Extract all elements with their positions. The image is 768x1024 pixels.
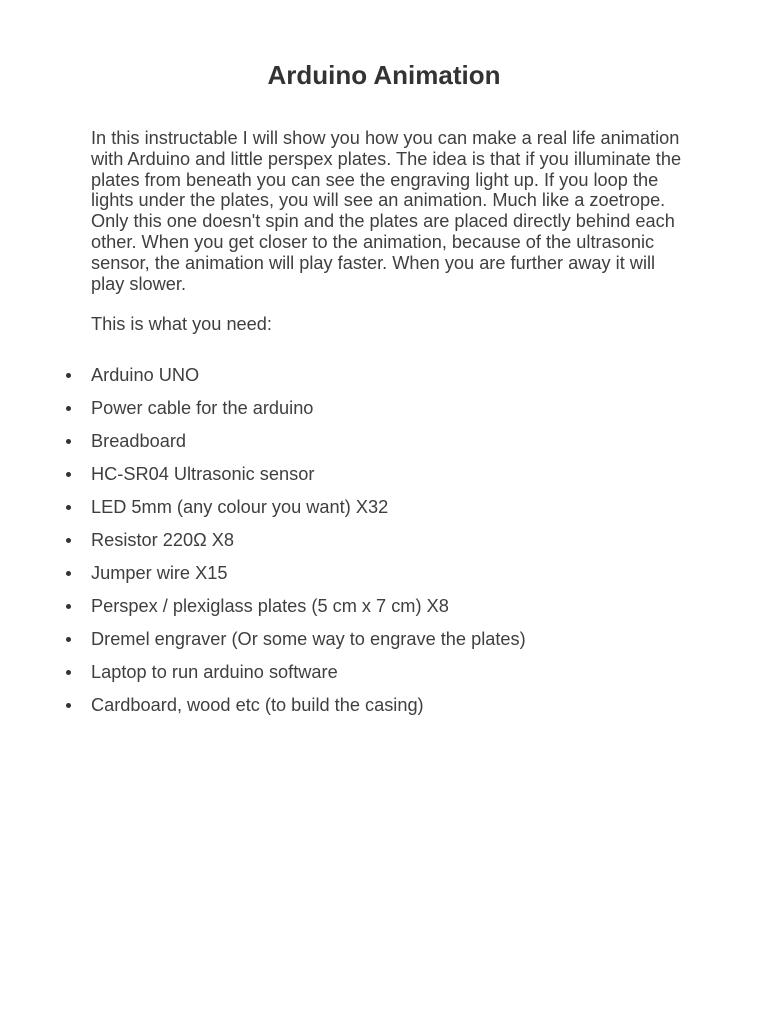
list-item-label: Arduino UNO bbox=[91, 365, 200, 385]
bullet-icon bbox=[66, 703, 71, 708]
list-item bbox=[0, 529, 526, 562]
bullet-icon bbox=[66, 406, 71, 411]
list-item-label: Power cable for the arduino bbox=[91, 398, 314, 418]
bullet-icon bbox=[66, 472, 71, 477]
list-item bbox=[0, 364, 526, 397]
bullet-icon bbox=[66, 439, 71, 444]
list-item-label: Dremel engraver (Or some way to engrave the plates) bbox=[91, 629, 526, 649]
list-item bbox=[0, 496, 526, 529]
list-item bbox=[0, 661, 526, 694]
list-item bbox=[0, 562, 526, 595]
bullet-icon bbox=[66, 373, 71, 378]
intro-paragraph: In this instructable I will show you how you can make a real life animation with Arduino and little perspex plates. The idea is that if you illuminate the plates from beneath you can see the engraving light up. If you loop the lights under the plates, you will see an animation. Much like a zoetrope. Only this one doesn't spin and the plates are placed directly behind each other. When you get closer to the animation, because of the ultrasonic sensor, the animation will play faster. When you are further away it will play slower. bbox=[91, 128, 682, 294]
bullet-icon bbox=[66, 670, 71, 675]
list-item bbox=[0, 463, 526, 496]
list-item-label: HC-SR04 Ultrasonic sensor bbox=[91, 464, 315, 484]
list-item-label: Laptop to run arduino software bbox=[91, 662, 338, 682]
list-item bbox=[0, 628, 526, 661]
bullet-icon bbox=[66, 538, 71, 543]
bullet-icon bbox=[66, 637, 71, 642]
list-item-label: Resistor 220Ω X8 bbox=[91, 530, 234, 550]
list-item-label: Jumper wire X15 bbox=[91, 563, 228, 583]
bullet-icon bbox=[66, 505, 71, 510]
bullet-icon bbox=[66, 604, 71, 609]
list-item bbox=[0, 694, 526, 727]
list-item-label: Perspex / plexiglass plates (5 cm x 7 cm) X8 bbox=[91, 596, 449, 616]
bullet-icon bbox=[66, 571, 71, 576]
need-heading: This is what you need: bbox=[91, 314, 272, 334]
materials-list bbox=[0, 364, 526, 727]
page-title: Arduino Animation bbox=[267, 60, 501, 90]
list-item-label: Cardboard, wood etc (to build the casing) bbox=[91, 695, 424, 715]
list-item bbox=[0, 397, 526, 430]
list-item bbox=[0, 430, 526, 463]
list-item-label: LED 5mm (any colour you want) X32 bbox=[91, 497, 389, 517]
list-item-label: Breadboard bbox=[91, 431, 187, 451]
list-item bbox=[0, 595, 526, 628]
